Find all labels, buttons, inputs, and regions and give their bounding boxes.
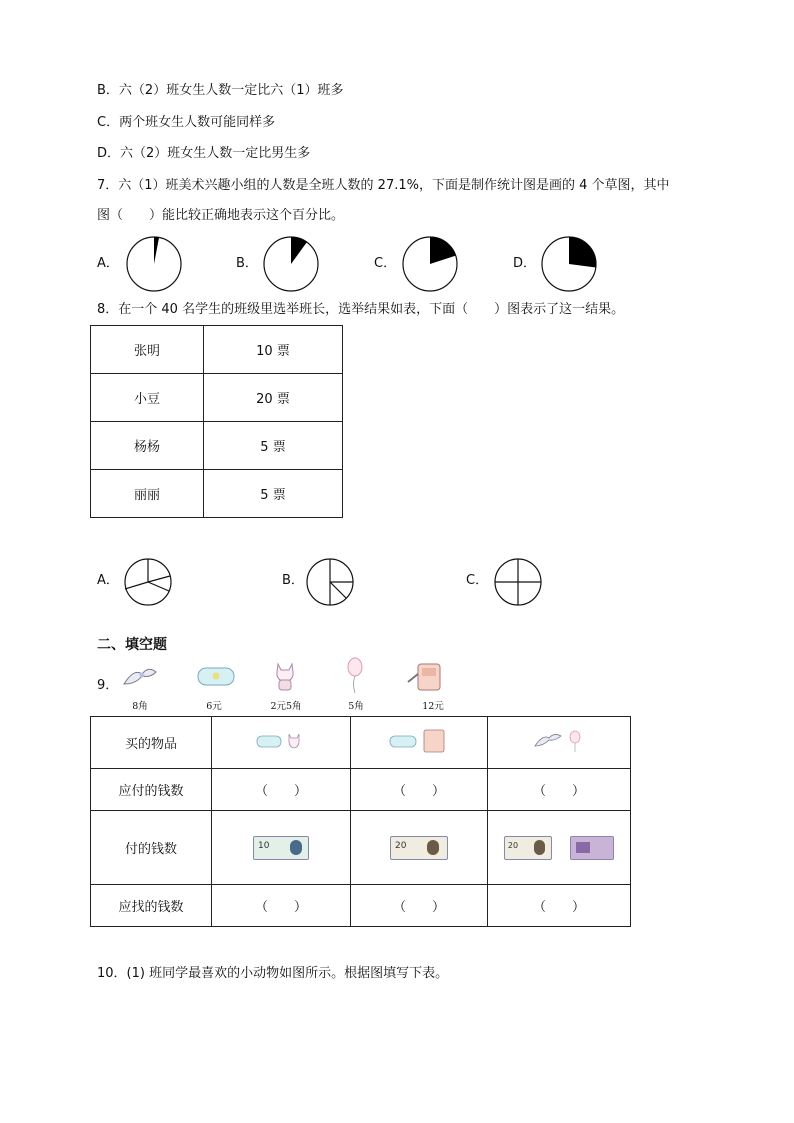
row-header: 付的钱数: [91, 811, 212, 885]
answer-blank[interactable]: （ ）: [212, 885, 351, 927]
table-row: [91, 717, 631, 769]
q6-option-b: B．六（2）班女生人数一定比六（1）班多: [97, 83, 344, 98]
candidate-votes: 10 票: [204, 326, 343, 374]
table-row: [91, 470, 343, 518]
q10-question: 10．(1) 班同学最喜欢的小动物如图所示。根据图填写下表。: [97, 966, 449, 981]
row-header: 买的物品: [91, 717, 212, 769]
section-title: 二、填空题: [97, 637, 167, 653]
pie-sector: [154, 237, 159, 264]
purchase-cell: [488, 717, 631, 769]
q7-pie-a: [124, 234, 184, 294]
q7-pie-c: [400, 234, 460, 294]
q6-option-c: C．两个班女生人数可能同样多: [97, 115, 276, 130]
candidate-name: 杨杨: [91, 422, 204, 470]
q7-label-c: C．: [374, 256, 397, 271]
pie-sector: [291, 237, 307, 264]
row-header: 应找的钱数: [91, 885, 212, 927]
q7-label-a: A．: [97, 256, 119, 271]
banknote-value: 10: [258, 840, 270, 851]
candidate-votes: 5 票: [204, 422, 343, 470]
q8-option-b-label: B．: [282, 573, 304, 588]
pencil-case-and-cat-icon: [251, 729, 311, 753]
table-row: [91, 422, 343, 470]
banknote-icon: [504, 836, 552, 860]
price-label: 2元5角: [270, 701, 302, 712]
banknote-icon: [390, 836, 448, 860]
pie-sector: [569, 237, 596, 268]
portrait-icon: [427, 840, 439, 855]
row-header: 应付的钱数: [91, 769, 212, 811]
q7-pie-d: [539, 234, 599, 294]
answer-blank[interactable]: （ ）: [488, 885, 631, 927]
q9-number: 9．: [97, 678, 119, 693]
pie-sector: [430, 237, 456, 264]
purchase-cell: [212, 717, 351, 769]
balloon-icon: [343, 655, 367, 695]
answer-blank[interactable]: （ ）: [488, 769, 631, 811]
banknote-value: 20: [507, 840, 519, 850]
q8-pie-c: [492, 556, 544, 608]
table-row: [91, 326, 343, 374]
portrait-icon: [290, 840, 302, 855]
pencil-sharpener-icon: [404, 656, 444, 696]
banknote-icon: [253, 836, 309, 860]
answer-blank[interactable]: （ ）: [351, 769, 488, 811]
pencil-case-icon: [196, 664, 236, 690]
q9-shopping-table: [90, 716, 631, 927]
table-row: [91, 885, 631, 927]
pencil-case-and-sharpener-icon: [386, 727, 452, 755]
candidate-votes: 20 票: [204, 374, 343, 422]
payment-cell: [212, 811, 351, 885]
portrait-icon: [534, 840, 545, 855]
payment-cell: [488, 811, 631, 885]
payment-cell: [351, 811, 488, 885]
banknote-pattern: [576, 842, 590, 853]
answer-blank[interactable]: （ ）: [212, 769, 351, 811]
candidate-name: 小豆: [91, 374, 204, 422]
q7-pie-b: [261, 234, 321, 294]
answer-blank[interactable]: （ ）: [351, 885, 488, 927]
price-label: 5角: [348, 701, 364, 712]
hairpin-and-balloon-icon: [529, 728, 589, 754]
price-label: 6元: [206, 701, 222, 712]
purchase-cell: [351, 717, 488, 769]
hairpin-icon: [120, 662, 160, 692]
q8-pie-a: [122, 556, 174, 608]
q8-option-c-label: C．: [466, 573, 489, 588]
candidate-votes: 5 票: [204, 470, 343, 518]
q6-option-d: D．六（2）班女生人数一定比男生多: [97, 146, 311, 161]
candidate-name: 张明: [91, 326, 204, 374]
q8-question: 8．在一个 40 名学生的班级里选举班长，选举结果如表，下面（ ）图表示了这一结果。: [97, 302, 625, 317]
table-row: [91, 374, 343, 422]
q8-vote-table: [90, 325, 343, 518]
table-row: [91, 769, 631, 811]
cat-toy-icon: [270, 658, 300, 694]
q7-label-b: B．: [236, 256, 258, 271]
banknote-purple-icon: [570, 836, 614, 860]
candidate-name: 丽丽: [91, 470, 204, 518]
q8-option-a-label: A．: [97, 573, 119, 588]
table-row: [91, 811, 631, 885]
q7-label-d: D．: [513, 256, 537, 271]
price-label: 12元: [422, 701, 444, 712]
q7-question-line1: 7．六（1）班美术兴趣小组的人数是全班人数的 27.1%，下面是制作统计图是画的 4 个草图，其中: [97, 178, 670, 193]
q7-question-line2: 图（ ）能比较正确地表示这个百分比。: [97, 208, 345, 223]
price-label: 8角: [132, 701, 148, 712]
q8-pie-b: [304, 556, 356, 608]
banknote-value: 20: [395, 840, 407, 851]
